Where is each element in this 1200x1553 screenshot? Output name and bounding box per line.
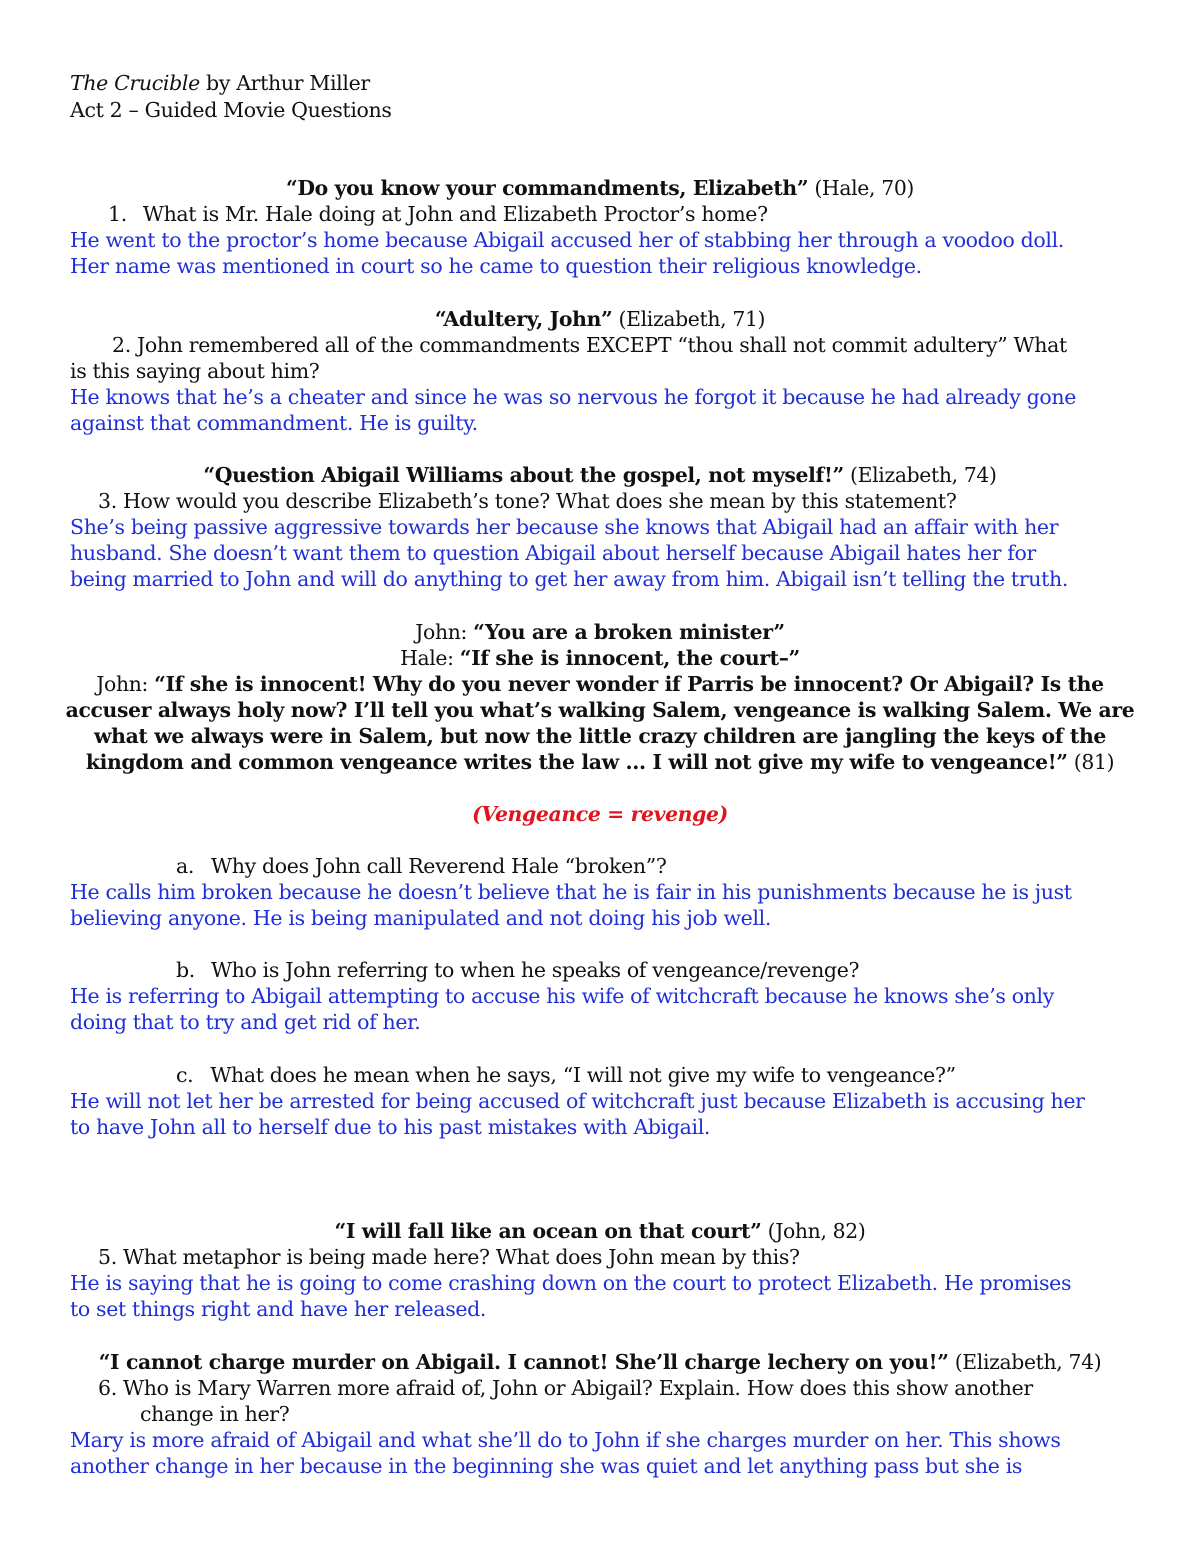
qa-letter: a. <box>176 854 195 878</box>
dialogue-line-6 <box>0 749 1200 775</box>
dialogue-text-3: “If she is innocent! Why do you never wonder if Parris be innocent? Or Abigail? Is the <box>154 672 1104 696</box>
qb-question <box>176 957 859 983</box>
dialogue-cite: (81) <box>1067 750 1115 774</box>
dialogue-line-5 <box>0 723 1200 749</box>
q2-answer-line-2: against that commandment. He is guilty. <box>70 411 478 435</box>
dialogue-text-2: “If she is innocent, the court–” <box>459 646 800 670</box>
q5-answer-line-2: to set things right and have her released. <box>70 1297 487 1321</box>
q2-quote-line <box>0 306 1200 332</box>
q6-quote: “I cannot charge murder on Abigail. I cannot! She’ll charge lechery on you!” <box>98 1350 949 1374</box>
qc-question <box>176 1062 956 1088</box>
q3-question: 3. How would you describe Elizabeth’s tone? What does she mean by this statement? <box>98 489 957 513</box>
q6-answer-line-1: Mary is more afraid of Abigail and what she’ll do to John if she charges murder on her. This shows <box>70 1428 1061 1452</box>
doc-subtitle: Act 2 – Guided Movie Questions <box>70 98 392 122</box>
title-rest: by Arthur Miller <box>199 71 370 95</box>
qb-letter: b. <box>176 958 195 982</box>
qc-letter: c. <box>176 1063 194 1087</box>
qa-answer-line-2: believing anyone. He is being manipulated and not doing his job well. <box>70 906 772 930</box>
q5-cite: (John, 82) <box>761 1219 866 1243</box>
dialogue-speaker-hale: Hale: <box>400 646 460 670</box>
qc-answer-line-1: He will not let her be arrested for being accused of witchcraft just because Elizabeth is accusing her <box>70 1089 1085 1113</box>
q6-question-line-2: change in her? <box>140 1402 290 1426</box>
q5-answer-line-1: He is saying that he is going to come crashing down on the court to protect Elizabeth. He promises <box>70 1271 1072 1295</box>
q3-answer-line-1: She’s being passive aggressive towards her because she knows that Abigail had an affair with her <box>70 515 1059 539</box>
q5-quote: “I will fall like an ocean on that court” <box>334 1219 762 1243</box>
q2-quote: “Adultery, John” <box>434 307 613 331</box>
q1-question-text: What is Mr. Hale doing at John and Elizabeth Proctor’s home? <box>142 202 768 226</box>
q2-cite: (Elizabeth, 71) <box>612 307 766 331</box>
q6-answer-line-2: another change in her because in the beginning she was quiet and let anything pass but she is <box>70 1454 1023 1478</box>
qa-question <box>176 853 667 879</box>
qb-answer-line-2: doing that to try and get rid of her. <box>70 1010 421 1034</box>
q6-quote-line <box>0 1349 1200 1375</box>
title-italic: The Crucible <box>70 71 200 95</box>
q1-answer-line-2: Her name was mentioned in court so he came to question their religious knowledge. <box>70 254 922 278</box>
q3-quote-line <box>0 462 1200 488</box>
qb-question-text: Who is John referring to when he speaks of vengeance/revenge? <box>210 958 860 982</box>
q1-answer-line-1: He went to the proctor’s home because Abigail accused her of stabbing her through a voodoo doll. <box>70 228 1064 252</box>
dialogue-line-1 <box>0 619 1200 645</box>
dialogue-text-4: accuser always holy now? I’ll tell you what’s walking Salem, vengeance is walking Salem. We are <box>65 698 1135 722</box>
q5-question: 5. What metaphor is being made here? What does John mean by this? <box>98 1245 800 1269</box>
qa-question-text: Why does John call Reverend Hale “broken”? <box>211 854 667 878</box>
q5-quote-line <box>0 1218 1200 1244</box>
q1-quote: “Do you know your commandments, Elizabeth” <box>285 176 809 200</box>
dialogue-line-3 <box>0 671 1200 697</box>
q1-quote-line <box>0 175 1200 201</box>
q3-answer-line-2: husband. She doesn’t want them to question Abigail about herself because Abigail hates her for <box>70 541 1036 565</box>
dialogue-text-5: what we always were in Salem, but now the little crazy children are jangling the keys of the <box>93 724 1107 748</box>
q2-question-line-1: 2. John remembered all of the commandments EXCEPT “thou shall not commit adultery” What <box>112 333 1067 357</box>
qc-answer-line-2: to have John all to herself due to his past mistakes with Abigail. <box>70 1115 711 1139</box>
qb-answer-line-1: He is referring to Abigail attempting to accuse his wife of witchcraft because he knows she’s only <box>70 984 1054 1008</box>
dialogue-speaker-john: John: <box>415 620 474 644</box>
dialogue-line-2 <box>0 645 1200 671</box>
q6-cite: (Elizabeth, 74) <box>948 1350 1102 1374</box>
q2-answer-line-1: He knows that he’s a cheater and since he was so nervous he forgot it because he had already gone <box>70 385 1077 409</box>
q3-cite: (Elizabeth, 74) <box>843 463 997 487</box>
qc-question-text: What does he mean when he says, “I will not give my wife to vengeance?” <box>210 1063 956 1087</box>
dialogue-text-6: kingdom and common vengeance writes the law ... I will not give my wife to vengeance!” <box>85 750 1068 774</box>
q3-quote: “Question Abigail Williams about the gospel, not myself!” <box>203 463 844 487</box>
q1-number: 1. <box>108 202 127 226</box>
dialogue-line-4 <box>0 697 1200 723</box>
doc-title <box>70 70 370 96</box>
q1-question <box>108 201 768 227</box>
dialogue-text-1: “You are a broken minister” <box>473 620 785 644</box>
dialogue-speaker-john-2: John: <box>96 672 155 696</box>
q2-question-line-2: is this saying about him? <box>70 359 320 383</box>
q1-cite: (Hale, 70) <box>808 176 915 200</box>
q3-answer-line-3: being married to John and will do anything to get her away from him. Abigail isn’t telling the truth. <box>70 567 1069 591</box>
q6-question-line-1: 6. Who is Mary Warren more afraid of, John or Abigail? Explain. How does this show another <box>98 1376 1033 1400</box>
qa-answer-line-1: He calls him broken because he doesn’t believe that he is fair in his punishments because he is just <box>70 880 1072 904</box>
vengeance-note: (Vengeance = revenge) <box>472 802 728 826</box>
